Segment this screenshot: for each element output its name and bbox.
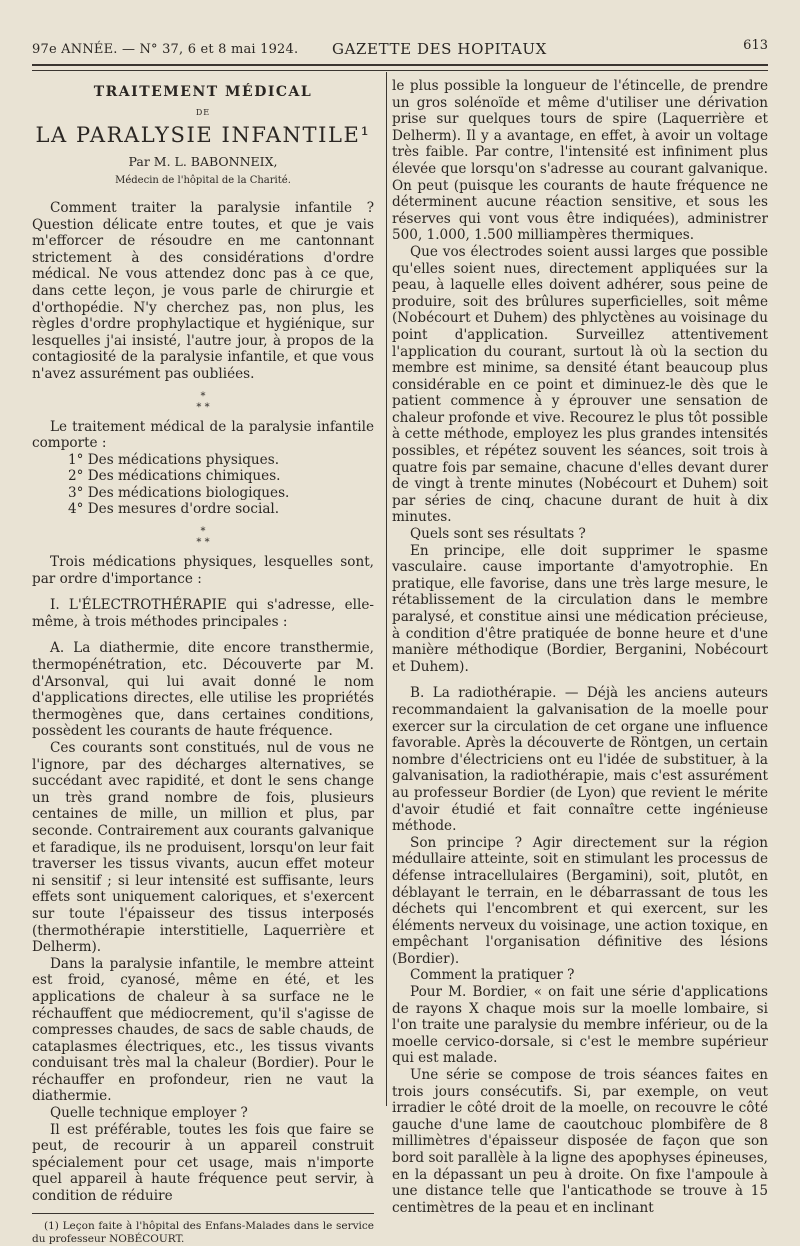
paragraph: En principe, elle doit supprimer le spasme vasculaire. cause importante d'amyotrophie. En pratique, elle favorise, dans une très large mesure, le rétablissement de la circulation dans le membre paralysé, et constitue ainsi une médication précieuse, à condition d'être pratiquée de bonne heure et d'une manière méthodique (Bordier, Berganini, Nobécourt et Duhem). bbox=[392, 542, 768, 675]
asterism-divider: * * * bbox=[196, 526, 210, 549]
paragraph: Comment traiter la paralysie infantile ? Question délicate entre toutes, et que je vais m'efforcer de résoudre en me cantonnant strictement à des considérations d'ordre médical. Ne vous attendez donc pas à ce que, dans cette leçon, je vous parle de chirurgie et d'orthopédie. N'y cherchez pas, non plus, les règles d'ordre prophylactique et hygiénique, sur lesquelles j'ai insisté, l'autre jour, à propos de la contagiosité de la paralysie infantile, et que vous n'avez assurément pas oubliées. bbox=[32, 199, 374, 382]
paragraph: I. L'ÉLECTROTHÉRAPIE qui s'adresse, elle-même, à trois méthodes principales : bbox=[32, 597, 374, 630]
author-affiliation: Médecin de l'hôpital de la Charité. bbox=[115, 175, 291, 187]
issue-info: 97e ANNÉE. — N° 37, 6 et 8 mai 1924. bbox=[32, 42, 299, 57]
article-title-main: LA PARALYSIE INFANTILE¹ bbox=[35, 123, 371, 148]
paragraph: Que vos électrodes soient aussi larges que possible qu'elles soient nues, directement appliquées sur la peau, à laquelle elles doivent adhérer, sous peine de produire, soit des brûlures superficielles, soit même (Nobécourt et Duhem) des phlyctènes au voisinage du point d'application. Surveillez attentivement l'application du courant, surtout là où la section du membre est minime, sa densité étant beaucoup plus considérable en ce point et diminuez-le dès que le patient commence à y éprouver une sensation de chaleur profonde et vive. Recourez le plus tôt possible à cette méthode, employez les plus grandes intensités possibles, et répétez souvent les séances, soit trois à quatre fois par semaine, chacune d'elles devant durer de vingt à trente minutes (Nobécourt et Duhem) soit par séries de cinq, chacune durant de huit à dix minutes. bbox=[392, 243, 768, 526]
paragraph: Quelle technique employer ? bbox=[50, 1105, 248, 1122]
article-title: TRAITEMENT MÉDICAL bbox=[93, 84, 313, 100]
header-rule-thin bbox=[32, 70, 768, 71]
paragraph: Trois médications physiques, lesquelles sont, par ordre d'importance : bbox=[32, 554, 374, 587]
article-title-de: DE bbox=[195, 107, 211, 117]
paragraph: Comment la pratiquer ? bbox=[410, 967, 575, 984]
list-item: 1° Des médications physiques. bbox=[68, 451, 280, 468]
paragraph: A. La diathermie, dite encore transthermie, thermopénétration, etc. Découverte par M. d'Arsonval, qui lui avait donné le nom d'applications directes, elle utilise les propriétés thermogènes que, dans certaines conditions, possèdent les courants de haute fréquence. bbox=[32, 640, 374, 740]
header-rule bbox=[32, 64, 768, 66]
list-item: 2° Des médications chimiques. bbox=[68, 468, 281, 485]
column-divider bbox=[386, 72, 387, 1106]
paragraph: Ces courants sont constitués, nul de vous ne l'ignore, par des décharges alternatives, se succédant avec rapidité, et dont le sens change un très grand nombre de fois, plusieurs centaines de mille, un million et plus, par seconde. Contrairement aux courants galvanique et faradique, ils ne produisent, lorsqu'on leur fait traverser les tissus vivants, aucun effet moteur ni sensitif ; si leur intensité est suffisante, leurs effets sont uniquement caloriques, et s'exercent sur toute l'épaisseur des tissus interposés (thermothérapie interstitielle, Laquerrière et Delherm). bbox=[32, 740, 374, 956]
paragraph: Une série se compose de trois séances faites en trois jours consécutifs. Si, par exemple, on veut irradier le côté droit de la moelle, on recouvre le côté gauche d'une lame de caoutchouc plombifère de 8 millimètres d'épaisseur disposée de façon que son bord soit parallèle à la ligne des apophyses épineuses, en la dépassant un peu à droite. On fixe l'ampoule à une distance telle que l'anticathode se trouve à 15 centimètres de la peau et en inclinant bbox=[392, 1067, 768, 1216]
paragraph: Son principe ? Agir directement sur la région médullaire atteinte, soit en stimulant les processus de défense intracellulaires (Bergamini), soit, plutôt, en déblayant le terrain, en le débarrassant de tous les déchets qui l'encombrent et qui exercent, sur les éléments nerveux du voisinage, une action toxique, en empêchant l'organisation définitive des lésions (Bordier). bbox=[392, 834, 768, 967]
paragraph: Pour M. Bordier, « on fait une série d'applications de rayons X chaque mois sur la moelle lombaire, si l'on traite une paralysie du membre inférieur, ou de la moelle cervico-dorsale, si c'est le membre supérieur qui est malade. bbox=[392, 984, 768, 1067]
journal-title: GAZETTE DES HOPITAUX bbox=[332, 40, 547, 58]
author: Par M. L. BABONNEIX, bbox=[128, 153, 278, 169]
list-item: 3° Des médications biologiques. bbox=[68, 484, 290, 501]
paragraph: le plus possible la longueur de l'étincelle, de prendre un gros solénoïde et même d'utiliser une dérivation prise sur quelques tours de spire (Laquerrière et Delherm). Il y a avantage, en effet, à avoir un voltage très faible. Par contre, l'intensité est infiniment plus élevée que lorsqu'on s'adresse au courant galvanique. On peut (puisque les courants de haute fréquence ne déterminent aucune réaction sensitive, et sous les réserves qui vont vous être indiquées), administrer 500, 1.000, 1.500 milliampères thermiques. bbox=[392, 78, 768, 244]
paragraph: Le traitement médical de la paralysie infantile comporte : bbox=[32, 418, 374, 452]
right-column bbox=[392, 78, 768, 1216]
left-column bbox=[32, 78, 374, 1246]
paragraph: Il est préférable, toutes les fois que faire se peut, de recourir à un appareil construit spécialement pour cet usage, mais n'importe quel appareil à haute fréquence peut servir, à condition de réduire bbox=[32, 1121, 374, 1205]
page-header bbox=[32, 38, 768, 60]
paragraph: B. La radiothérapie. — Déjà les anciens auteurs recommandaient la galvanisation de la moelle pour exercer sur la circulation de cet organe une influence favorable. Après la découverte de Röntgen, un certain nombre d'électriciens ont eu l'idée de substituer, à la galvanisation, la radiothérapie, mais c'est assurément au professeur Bordier (de Lyon) que revient le mérite d'avoir étudié et fait connaître cette ingénieuse méthode. bbox=[392, 685, 768, 835]
footnote: (1) Leçon faite à l'hôpital des Enfans-Malades dans le service du professeur NOBÉCOURT. bbox=[32, 1219, 374, 1245]
footnote-rule bbox=[32, 1213, 374, 1214]
list-item: 4° Des mesures d'ordre social. bbox=[68, 501, 280, 518]
paragraph: Dans la paralysie infantile, le membre atteint est froid, cyanosé, même en été, et les applications de chaleur à sa surface ne le réchauffent que médiocrement, qu'il s'agisse de compresses chaudes, de sacs de sable chauds, de cataplasmes électriques, etc., les tissus vivants conduisant très mal la chaleur (Bordier). Pour le réchauffer en profondeur, rien ne vaut la diathermie. bbox=[32, 955, 374, 1105]
paragraph: Quels sont ses résultats ? bbox=[410, 526, 586, 543]
page-number: 613 bbox=[743, 38, 768, 53]
asterism-divider: * * * bbox=[196, 390, 210, 413]
